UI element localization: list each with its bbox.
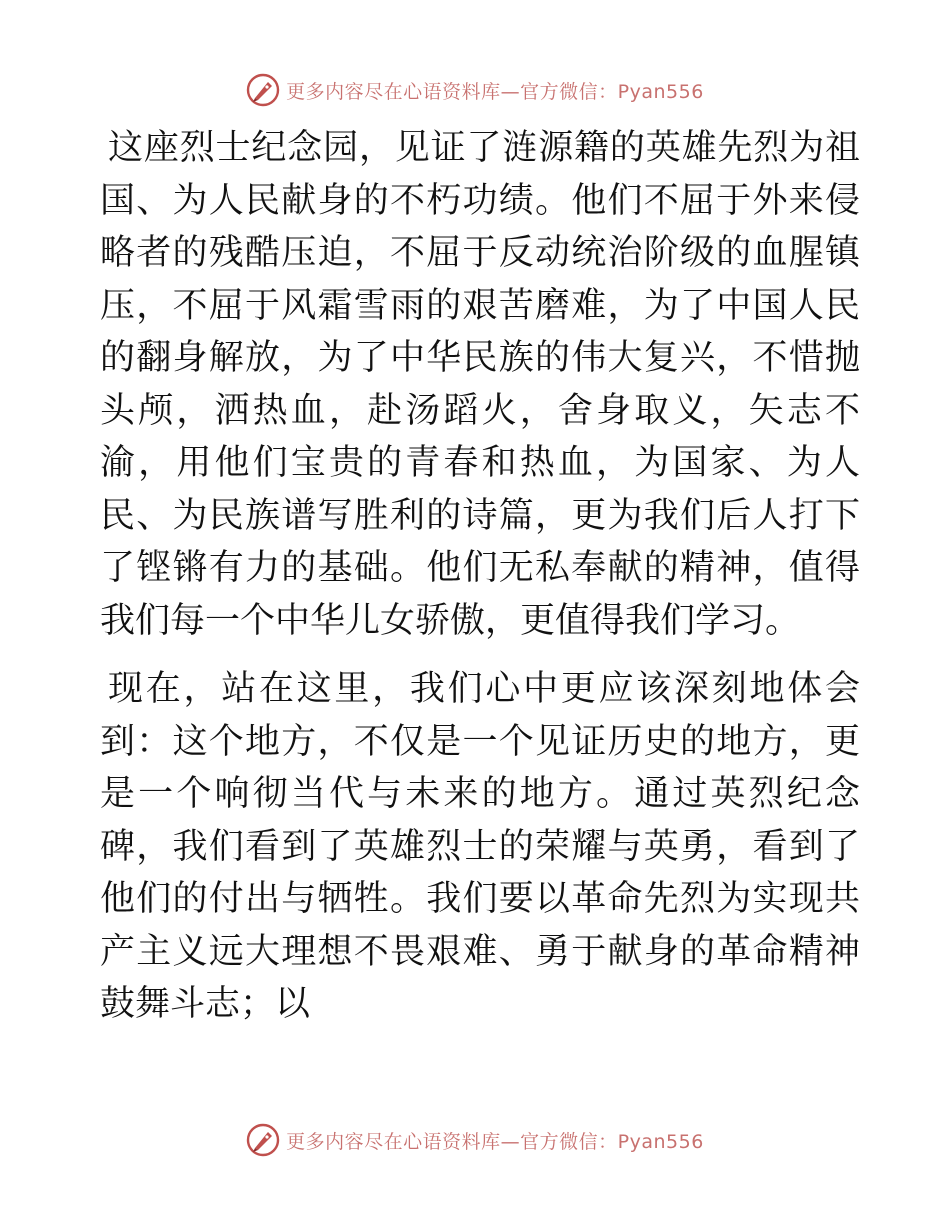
document-body <box>100 122 860 1031</box>
header-banner <box>0 70 950 110</box>
paragraph-2: 现在，站在这里，我们心中更应该深刻地体会到：这个地方，不仅是一个见证历史的地方，更是一个响彻当代与未来的地方。通过英烈纪念碑，我们看到了英雄烈士的荣耀与英勇，看到了他们的付出与牺牲。我们要以革命先烈为实现共产主义远大理想不畏艰难、勇于献身的革命精神鼓舞斗志；以 <box>100 669 860 1024</box>
pen-nib-logo-icon <box>246 1123 280 1157</box>
header-banner-text: 更多内容尽在心语资料库—官方微信：Pyan556 <box>286 80 704 103</box>
paragraph-1: 这座烈士纪念园，见证了涟源籍的英雄先烈为祖国、为人民献身的不朽功绩。他们不屈于外来侵略者的残酷压迫，不屈于反动统治阶级的血腥镇压，不屈于风霜雪雨的艰苦磨难，为了中国人民的翻身解放，为了中华民族的伟大复兴，不惜抛头颅，洒热血，赴汤蹈火，舍身取义，矢志不渝，用他们宝贵的青春和热血，为国家、为人民、为民族谱写胜利的诗篇，更为我们后人打下了铿锵有力的基础。他们无私奉献的精神，值得我们每一个中华儿女骄傲，更值得我们学习。 <box>100 128 860 641</box>
pen-nib-logo-icon <box>246 73 280 107</box>
footer-banner-text: 更多内容尽在心语资料库—官方微信：Pyan556 <box>286 1130 704 1153</box>
footer-banner <box>0 1120 950 1160</box>
